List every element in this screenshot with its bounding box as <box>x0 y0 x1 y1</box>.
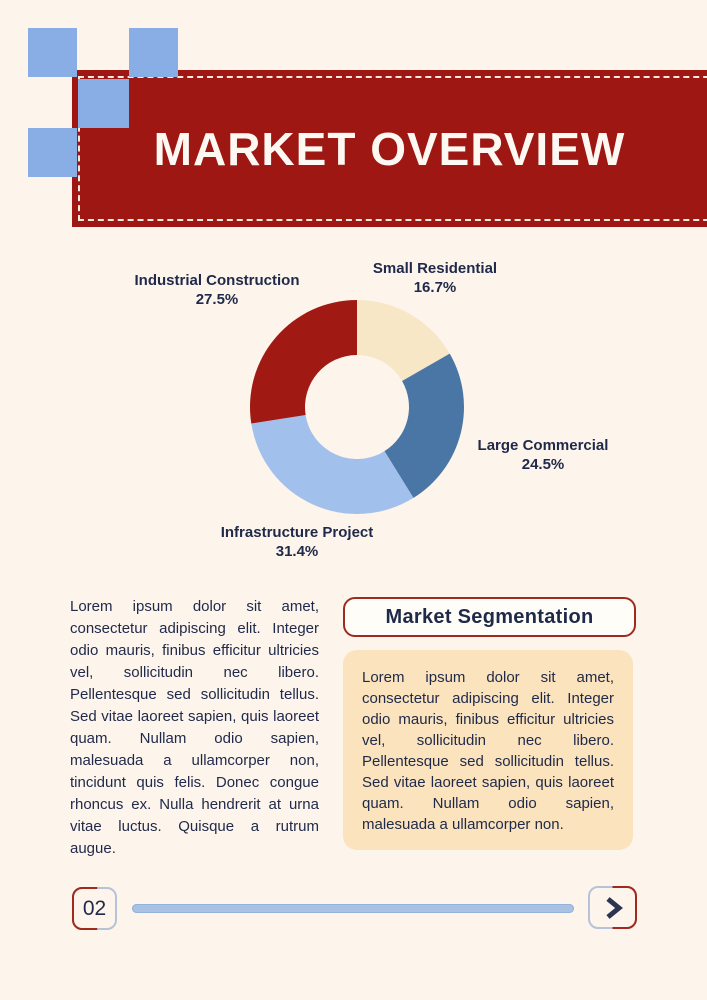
decor-square <box>28 128 77 177</box>
segmentation-title-box <box>343 597 636 637</box>
decor-square <box>78 79 129 128</box>
chart-label-large-commercial <box>478 436 609 474</box>
slice-pct-text: 31.4% <box>275 543 319 560</box>
decor-square <box>28 28 77 77</box>
next-page-button[interactable] <box>588 886 637 929</box>
slice-label-text: Industrial Construction <box>134 272 300 289</box>
segmentation-title: Market Segmentation <box>385 605 594 628</box>
donut-slice <box>250 300 357 424</box>
page-number: 02 <box>82 896 107 920</box>
slice-pct-text: 16.7% <box>413 279 457 296</box>
slice-pct-text: 27.5% <box>195 291 239 308</box>
header-banner <box>72 70 707 227</box>
donut-slice <box>251 415 413 514</box>
slice-label-text: Large Commercial <box>477 437 609 454</box>
decor-square <box>129 28 178 77</box>
chart-label-industrial-construction <box>135 271 300 309</box>
donut-chart <box>250 300 464 514</box>
page-number-badge <box>72 887 117 930</box>
page-title: MARKET OVERVIEW <box>153 122 626 175</box>
chevron-right-icon <box>600 895 626 921</box>
slice-label-text: Small Residential <box>372 260 498 277</box>
body-paragraph: Lorem ipsum dolor sit amet, consectetur adipiscing elit. Integer odio mauris, finibus efficitur ultricies vel, sollicitudin nec libero. Pellentesque sed sollicitudin tellus. Sed vitae laoreet sapien, quis laoreet quam. Nullam odio sapien, malesuada a ullamcorper non, tincidunt quis felis. Donec congue rhoncus ex. Nulla hendrerit at urna vitae luctus. Quisque a rutrum augue. <box>70 598 319 857</box>
chart-label-infrastructure-project <box>221 523 374 561</box>
progress-track <box>132 904 574 913</box>
slice-pct-text: 24.5% <box>521 456 565 473</box>
segmentation-card: Lorem ipsum dolor sit amet, consectetur adipiscing elit. Integer odio mauris, finibus efficitur ultricies vel, sollicitudin nec libero. Pellentesque sed sollicitudin tellus. Sed vitae laoreet sapien, quis laoreet quam. Nullam odio sapien, malesuada a ullamcorper non. <box>343 650 633 850</box>
slice-label-text: Infrastructure Project <box>220 524 374 541</box>
chart-label-small-residential <box>373 259 497 297</box>
